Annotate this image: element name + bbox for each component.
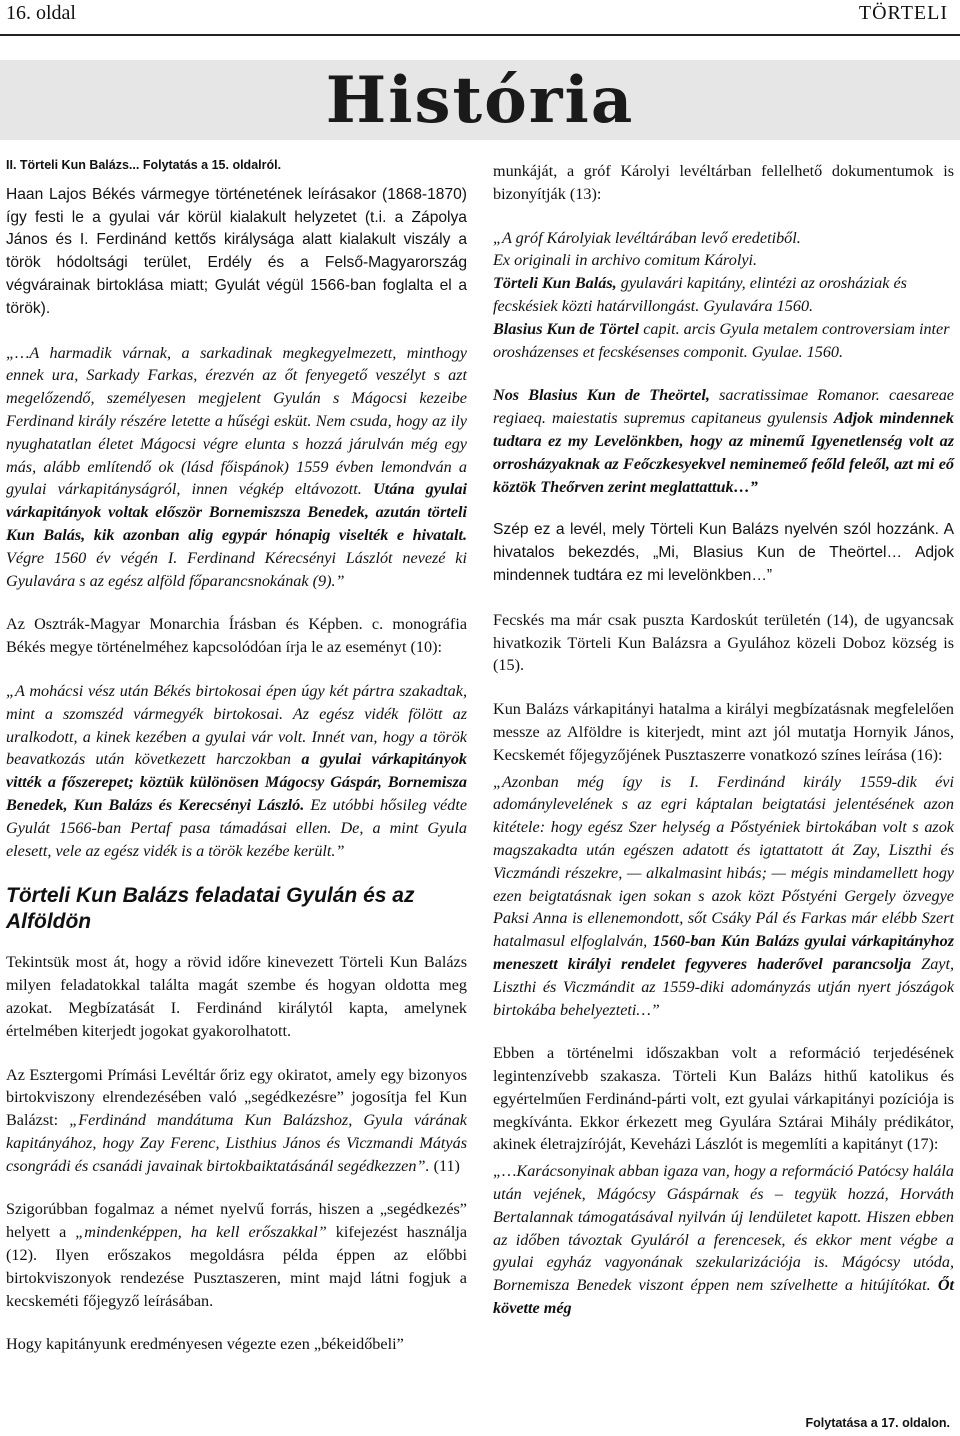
quote-emphasis: Őt követte még bbox=[493, 1276, 954, 1318]
quote-line: gyulavári kapitány, elintézi az orosháziak és fecskésiek közti határvillongást. Gyulavára 1560. bbox=[493, 274, 907, 315]
citation: (11) bbox=[433, 1156, 460, 1175]
paragraph-text: Szigorúbban fogalmaz a német nyelvű forrás, hiszen a „segédkezés” helyett a bbox=[6, 1200, 467, 1242]
quote-text: „mindenképpen, ha kell erőszakkal” bbox=[75, 1223, 327, 1242]
section-masthead: História bbox=[325, 63, 635, 138]
paragraph: Ebben a történelmi időszakban volt a reformáció terjedésének legintenzívebb szakasza. Törteli Kun Balázs hithű katolikus és egyértelműen Ferdinánd-párti volt, ezt gyulai várkapitányi pozíciója is megkívánta. Ekkor érkezett meg Gyulára Sztárai Mihály prédikátor, akinek életrajzíróját, Keveházi Lászlót is megemlíti a kapitányt (17): bbox=[493, 1044, 954, 1154]
quote-text: „Ferdinánd mandátuma Kun Balázshoz, Gyula várának kapitányához, hogy Zay Ferenc, Listhius János és Viczmandi Mátyás csongrádi és csanádi javainak birtokbaiktatásánál segédkezzen”. bbox=[6, 1111, 467, 1175]
paragraph-text: kifejezést használja (12). Ilyen erőszakos megoldásra példa éppen az előbbi birtokviszonyok rendezése Pusztaszeren, mint majd látni fogjuk a kecskeméti főjegyző leírásában. bbox=[6, 1223, 467, 1310]
quote-line: capit. arcis Gyula metalem controversiam inter orosházenses et fecskésenses componit. Gyulae. 1560. bbox=[493, 319, 950, 361]
paragraph: Szép ez a levél, mely Törteli Kun Balázs nyelvén szól hozzánk. A hivatalos bekezdés, „Mi, Blasius Kun de Theörtel… Adjok mindennek tudtára ez mi levelönkben…” bbox=[493, 521, 954, 584]
paragraph: Tekintsük most át, hogy a rövid időre kinevezett Törteli Kun Balázs milyen feladatokkal találta magát szembe és hogyan oldotta meg azokat. Megbízatását I. Ferdinánd királytól kapta, amelynek értelmében kiterjedt jogokat gyakorolhatott. bbox=[6, 953, 467, 1040]
quote-line: sacratissimae Romanor. caesareae regiaeq. maiestatis supremus capitaneus gyulensis bbox=[493, 386, 954, 428]
left-column bbox=[6, 154, 467, 1377]
quote-block bbox=[6, 342, 467, 593]
continuation-ref: II. Törteli Kun Balázs... Folytatás a 15. oldalról. bbox=[6, 158, 282, 172]
right-column bbox=[493, 160, 954, 1341]
quote-emphasis: Törteli Kun Balás, bbox=[493, 274, 617, 293]
quote-emphasis: Adjok mindennek tudtara ez my Levelönkben, hogy az minemű Igyenetlenség volt az orrosházyaknak az Feőczkesyekvel neminemeő feőld feleől, azt mi eő köztök Theőrven zerint meglattattuk…” bbox=[493, 409, 954, 496]
quote-emphasis: 1560-ban Kún Balázs gyulai várkapitányhoz meneszett királyi rendelet fegyveres haderővel parancsolja bbox=[493, 932, 954, 973]
quote-text: „…Karácsonyinak abban igaza van, hogy a reformáció Patócsy halála után vejének, Mágócsy Gáspárnak és – tegyük hozzá, Horváth Bertalannak támogatásával nyilván új lendületet kapott. Hiszen ebben az időben távoztak Gyuláról a ferencesek, és ekkor ment végbe a gyulai egyház vagyonának szekularizációja is. Mágócsy utóda, Bornemisza Benedek viszont éppen nem szívelhette a hitújítókat. bbox=[493, 1162, 954, 1295]
paragraph bbox=[6, 1198, 467, 1312]
continued-note: Folytatása a 17. oldalon. bbox=[805, 1416, 950, 1430]
quote-block bbox=[6, 680, 467, 862]
paragraph: Hogy kapitányunk eredményesen végezte ezen „békeidőbeli” bbox=[6, 1335, 404, 1354]
quote-text: Végre 1560 év végén I. Ferdinand Kérecsényi Lászlót nevezé ki Gyulavára s az egész alföld főparancsnokának (9).” bbox=[6, 548, 467, 590]
publication-name: TÖRTELI bbox=[858, 2, 948, 24]
quote-block bbox=[493, 771, 954, 1022]
quote-text: „A mohácsi vész után Békés birtokosai épen úgy két pártra szakadtak, mint a szomszéd vármegyék birtokosai. Az egész vidék fölött az uralkodott, a kinek kezében a gyulai vár volt. Innét van, hogy a török beavatkozás után következett harczokban bbox=[6, 681, 467, 769]
quote-emphasis: a gyulai várkapitányok vitték a főszerepet; köztük különösen Mágocsy Gáspár, Bornemisza Benedek, Kun Balázs és Kerecsényi László. bbox=[6, 750, 467, 814]
quote-text: „…A harmadik várnak, a sarkadinak megkegyelmezett, minthogy ennek ura, Sarkady Farkas, érezvén az őt fenyegető veszélyt s azt megelőzendő, személyesen megjelent Gyulán s Mágocsi kezeibe Ferdinand király részére letette a hűségi esküt. Nem csuda, hogy az ily nyughatatlan életet Mágocsi végre elunta s hozzá járulván még egy más, alább említendő ok (lásd főispánok) 1559 évben lemondván a gyulai várkapitányságról, innen végkép eltávozott. bbox=[6, 343, 467, 499]
paragraph: Fecskés ma már csak puszta Kardoskút területén (14), de ugyancsak hivatkozik Törteli Kun Balázsra a Gyulához közeli Doboz község is (15). bbox=[493, 610, 954, 675]
paragraph: Kun Balázs várkapitányi hatalma a királyi megbízatásnak megfelelően messze az Alföldre is kiterjedt, mint azt jól mutatja Hornyik János, Kecskemét főjegyzőjének Pusztaszerre vonatkozó színes leírása (16): bbox=[493, 700, 954, 764]
paragraph: munkáját, a gróf Károlyi levéltárban fellelhető dokumentumok is bizonyítják (13): bbox=[493, 162, 954, 203]
quote-block bbox=[493, 1160, 954, 1320]
document-quote bbox=[493, 384, 954, 498]
page-header bbox=[0, 0, 960, 36]
quote-line: „A gróf Károlyiak levéltárában levő eredetiből. bbox=[493, 228, 801, 247]
quote-text: Ez utóbbi hősileg védte Gyulát 1566-ban Pertaf pasa támadásai ellen. De, a mint Gyula elesett, vele az egész vidék is a török kezébe került.” bbox=[6, 795, 467, 860]
quote-line: Ex originali in archivo comitum Károlyi. bbox=[493, 251, 758, 270]
paragraph-text: Az Esztergomi Prímási Levéltár őriz egy okiratot, amely egy bizonyos birtokviszony elrendezésében való „segédkezésre” jogosítja fel Kun Balázst: bbox=[6, 1065, 467, 1130]
quote-emphasis: Nos Blasius Kun de Theörtel, bbox=[493, 386, 710, 405]
paragraph: Az Osztrák-Magyar Monarchia Írásban és Képben. c. monográfia Békés megye történelméhez kapcsolódóan írja le az eseményt (10): bbox=[6, 615, 467, 657]
paragraph bbox=[6, 1064, 467, 1178]
page-number: 16. oldal bbox=[6, 2, 76, 24]
quote-emphasis: Blasius Kun de Törtel bbox=[493, 319, 640, 338]
document-quote bbox=[493, 227, 954, 364]
quote-emphasis: Utána gyulai várkapitányok voltak először Bornemiszsza Benedek, azután törteli Kun Balás, kik azonban alig egypár hónapig viselték e hivatalt. bbox=[6, 480, 468, 544]
quote-text: Zayt, Liszthi és Viczmándit az 1559-diki adományzás utján nyert jószágok birtokába behelyezteti…” bbox=[493, 954, 955, 1019]
quote-text: „Azonban még így is I. Ferdinánd király 1559-dik évi adománylevelének s az egri káptalan beigtatási jelentésének azon kitétele: hogy egész Szer helység a Pőstyéniek birtokában volt s azok magszakadta után egészen adatott és igtattatott át Zay, Liszthi és Viczmándi részekre, — alkalmasint hibás; — mégis mindamellett hogy ezen beigtatásnak igen sokan s azok közt Pőstyéni Gergely özvegye Paksi Anna is ellenemondott, sőt Csáky Pál és Farkas már elébb Szert hatalmasul elfoglalván, bbox=[493, 772, 954, 951]
section-heading: Törteli Kun Balázs feladatai Gyulán és az Alföldön bbox=[6, 884, 415, 934]
paragraph: Haan Lajos Békés vármegye történetének leírásakor (1868-1870) így festi le a gyulai vár körül kialakult helyzetet (t.i. a Zápolya János és I. Ferdinánd kettős királysága alatt kialakult viszály a török hódoltsági terület, Erdély és a Felső-Magyarország végvárainak birtoklása miatt; Gyulát végül 1566-ban foglalta el a török). bbox=[6, 185, 467, 317]
header-rule bbox=[0, 34, 960, 36]
